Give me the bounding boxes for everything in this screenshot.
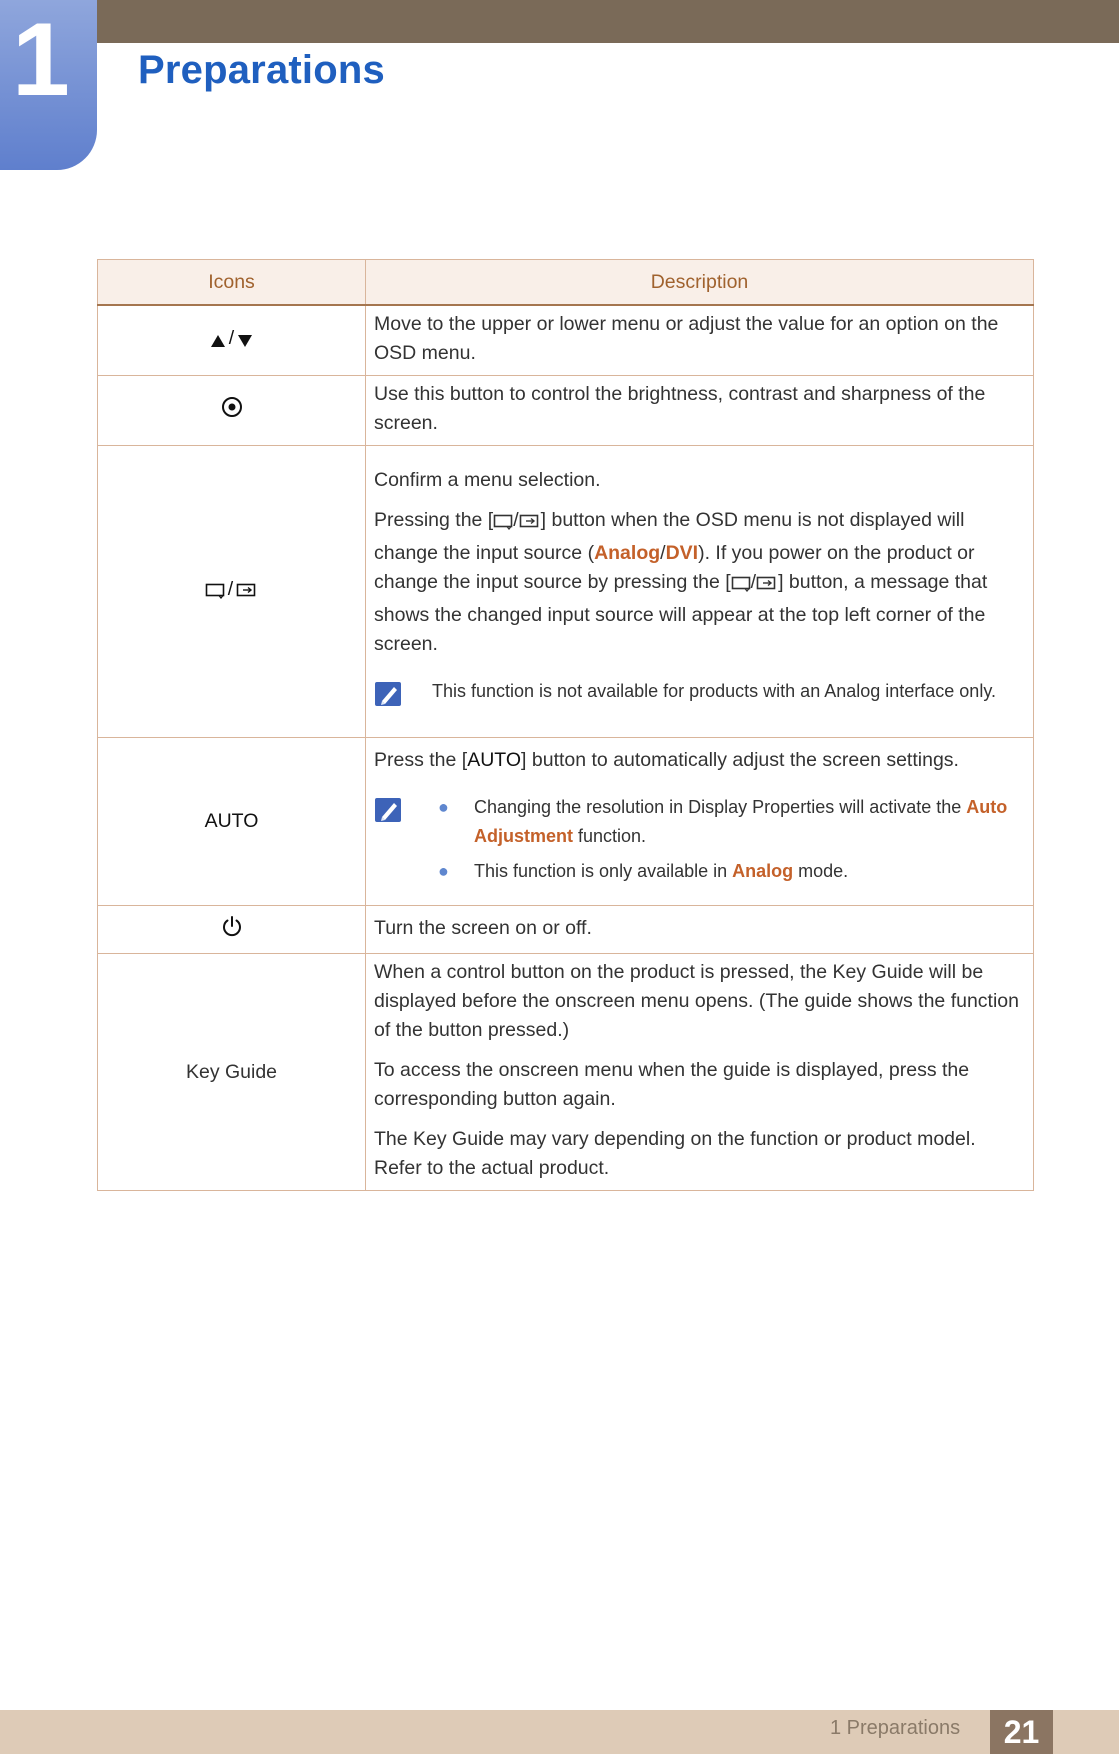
- text-run: ] button when the OSD menu is not displayed will change the input source (: [374, 509, 965, 564]
- up-triangle-icon: [210, 328, 226, 357]
- icon-cell-brightness: [98, 376, 366, 446]
- source-icon: [519, 510, 541, 539]
- icon-cell-keyguide: Key Guide: [98, 954, 366, 1191]
- menu-icon: [205, 579, 225, 608]
- note-pencil-icon: [374, 795, 404, 825]
- power-icon: [221, 915, 243, 946]
- desc-auto: [366, 738, 1034, 906]
- note-block: [374, 677, 1021, 706]
- source-icon: [756, 572, 778, 601]
- page-title: Preparations: [138, 48, 385, 92]
- desc-text: The Key Guide may vary depending on the function or product model. Refer to the actual product.: [374, 1128, 976, 1179]
- highlight-dvi: DVI: [665, 542, 699, 564]
- list-item: [432, 793, 1021, 851]
- header-description: Description: [366, 260, 1034, 306]
- source-icon: [236, 579, 258, 608]
- icon-cell-auto: AUTO: [98, 738, 366, 906]
- note-text: This function is not available for products with an Analog interface only.: [432, 681, 996, 701]
- highlight-analog: Analog: [594, 542, 661, 564]
- table-row: [98, 738, 1034, 906]
- desc-text: Move to the upper or lower menu or adjust the value for an option on the OSD menu.: [374, 313, 999, 364]
- note-pencil-icon: [374, 679, 404, 709]
- down-triangle-icon: [237, 328, 253, 357]
- brightness-icon: [221, 396, 243, 427]
- desc-power: [366, 906, 1034, 954]
- text-run: mode.: [793, 861, 849, 881]
- menu-icon: [493, 510, 513, 539]
- note-block: [374, 793, 1021, 886]
- page-number: 21: [990, 1710, 1053, 1754]
- desc-text: When a control button on the product is pressed, the Key Guide will be displayed before the onscreen menu opens. (The guide shows the function of the button pressed.): [374, 961, 1019, 1041]
- chapter-number: 1: [12, 2, 70, 118]
- table-row: [98, 954, 1034, 1191]
- desc-text: [374, 746, 1021, 775]
- text-run: Press the [: [374, 749, 468, 771]
- table-header-row: [98, 260, 1034, 306]
- text-run: Changing the resolution in Display Properties will activate the: [474, 797, 967, 817]
- bullet-icon: ●: [438, 861, 449, 881]
- desc-text: To access the onscreen menu when the guide is displayed, press the corresponding button again.: [374, 1059, 970, 1110]
- desc-text: Turn the screen on or off.: [374, 916, 592, 939]
- text-run: /: [660, 542, 666, 564]
- icon-separator: /: [228, 327, 235, 349]
- text-run: Pressing the [: [374, 509, 494, 531]
- desc-text: Confirm a menu selection.: [374, 469, 601, 491]
- list-item: [432, 857, 1021, 886]
- table-row: [98, 446, 1034, 738]
- footer-chapter-label: 1 Preparations: [830, 1717, 961, 1739]
- table-row: [98, 376, 1034, 446]
- highlight-auto-adjustment: Auto Adjustment: [474, 797, 1008, 846]
- bullet-icon: ●: [438, 797, 449, 817]
- table-row: [98, 906, 1034, 954]
- table-row: [98, 305, 1034, 376]
- icon-cell-source: [98, 446, 366, 738]
- highlight-analog: Analog: [732, 861, 794, 881]
- text-run: ] button to automatically adjust the screen settings.: [521, 749, 959, 771]
- desc-source: [366, 446, 1034, 738]
- desc-text: Use this button to control the brightness, contrast and sharpness of the screen.: [374, 383, 986, 434]
- note-list: [432, 793, 1021, 886]
- desc-keyguide: [366, 954, 1034, 1191]
- chapter-tab: [0, 0, 97, 170]
- desc-text: Pressing the [ / ] button when the OSD menu is not displayed will change the input source (Analog/DVI). If you power on the product or change the input source by pressing the [ / ] button, a message that shows the changed input source will appear at the top left corner of the screen.: [374, 509, 988, 655]
- icon-cell-updown: [98, 305, 366, 376]
- text-run: ] button, a message that shows the changed input source will appear at the top left corner of the screen.: [374, 571, 988, 655]
- top-bar: [0, 0, 1119, 43]
- desc-brightness: [366, 376, 1034, 446]
- auto-key: AUTO: [467, 749, 522, 771]
- text-run: function.: [573, 826, 647, 846]
- icon-separator: /: [227, 578, 234, 600]
- desc-updown: [366, 305, 1034, 376]
- menu-icon: [731, 572, 751, 601]
- header-icons: Icons: [98, 260, 366, 306]
- text-run: This function is only available in: [474, 861, 733, 881]
- button-icons-table: [97, 259, 1034, 1191]
- text-run: ). If you power on the product or change the input source by pressing the [: [374, 542, 975, 593]
- icon-cell-power: [98, 906, 366, 954]
